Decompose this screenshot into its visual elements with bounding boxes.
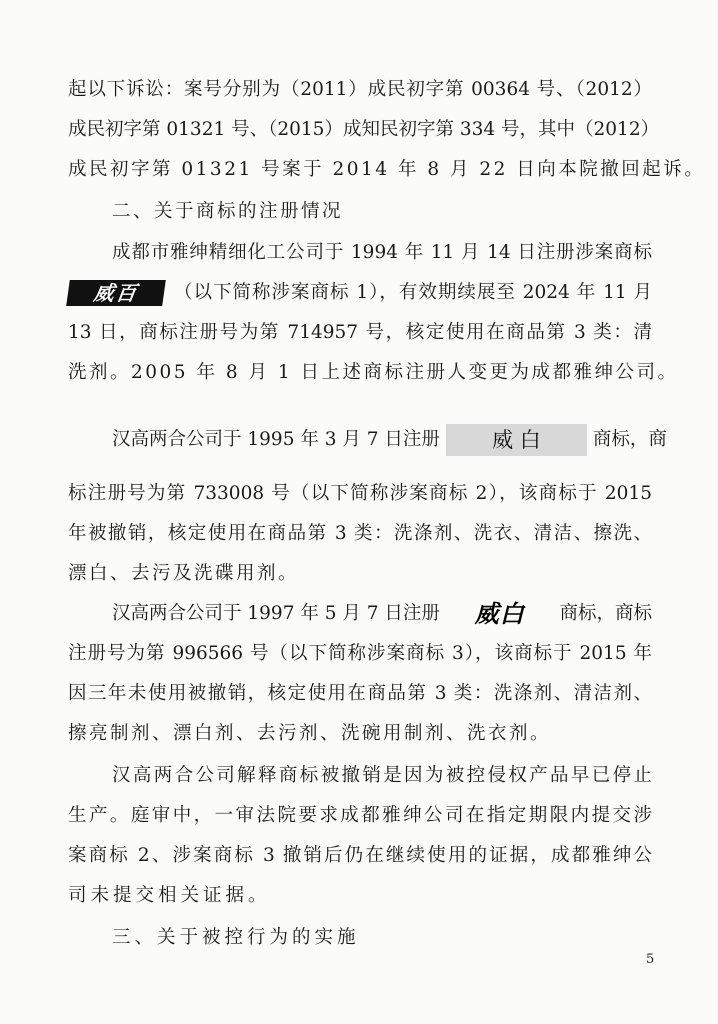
section-heading: 二、关于商标的注册情况 [112,201,344,222]
trademark-logo-2: 威 白 [446,424,587,456]
text-segment: 汉高两合公司于 1995 年 3 月 7 日注册 [112,429,440,450]
page-number: 5 [646,952,655,967]
trademark-logo-3: 威白 [474,600,525,628]
text-line: 司未提交相关证据。 [68,885,271,906]
text-segment: 汉高两合公司于 1997 年 5 月 7 日注册 [112,603,440,624]
section-heading: 三、关于被控行为的实施 [112,927,360,948]
text-line: 擦亮制剂、漂白剂、去污剂、洗碗用制剂、洗衣剂。 [68,723,552,744]
trademark-logo-1: 威百 [66,280,166,306]
text-line: 13 日，商标注册号为第 714957 号，核定使用在商品第 3 类：清 [68,322,652,343]
text-line: 成民初字第 01321 号案于 2014 年 8 月 22 日向本院撤回起诉。 [68,159,706,180]
text-line: 洗剂。2005 年 8 月 1 日上述商标注册人变更为成都雅绅公司。 [68,362,679,383]
text-line: 标注册号为第 733008 号（以下简称涉案商标 2），该商标于 2015 [68,483,652,504]
text-line: 年被撤销，核定使用在商品第 3 类：洗涤剂、洗衣、清洁、擦洗、 [68,523,652,544]
text-line: 成民初字第 01321 号、（2015）成知民初字第 334 号，其中（2012） [68,119,660,140]
text-line-with-trademark-2 [112,426,667,454]
text-line [68,279,652,307]
text-line: 因三年未使用被撤销，核定使用在商品第 3 类：洗涤剂、清洁剂、 [68,683,652,704]
text-line: 成都市雅绅精细化工公司于 1994 年 11 月 14 日注册涉案商标 [112,242,652,263]
text-segment: 商标，商 [592,429,667,450]
text-line: 生产。庭审中，一审法院要求成都雅绅公司在指定期限内提交涉 [68,805,652,826]
text-line: 案商标 2、涉案商标 3 撤销后仍在继续使用的证据，成都雅绅公 [68,845,652,866]
text-line: 起以下诉讼：案号分别为（2011）成民初字第 00364 号、（2012） [68,79,652,100]
text-segment: （以下简称涉案商标 1），有效期续展至 2024 年 11 月 [174,282,652,303]
text-line: 汉高两合公司解释商标被撤销是因为被控侵权产品早已停止 [112,765,652,786]
text-line: 漂白、去污及洗碟用剂。 [68,563,300,584]
text-segment: 商标，商标 [559,603,652,624]
text-line: 注册号为第 996566 号（以下简称涉案商标 3），该商标于 2015 年 [68,643,652,664]
text-line-with-trademark-3 [112,600,652,628]
